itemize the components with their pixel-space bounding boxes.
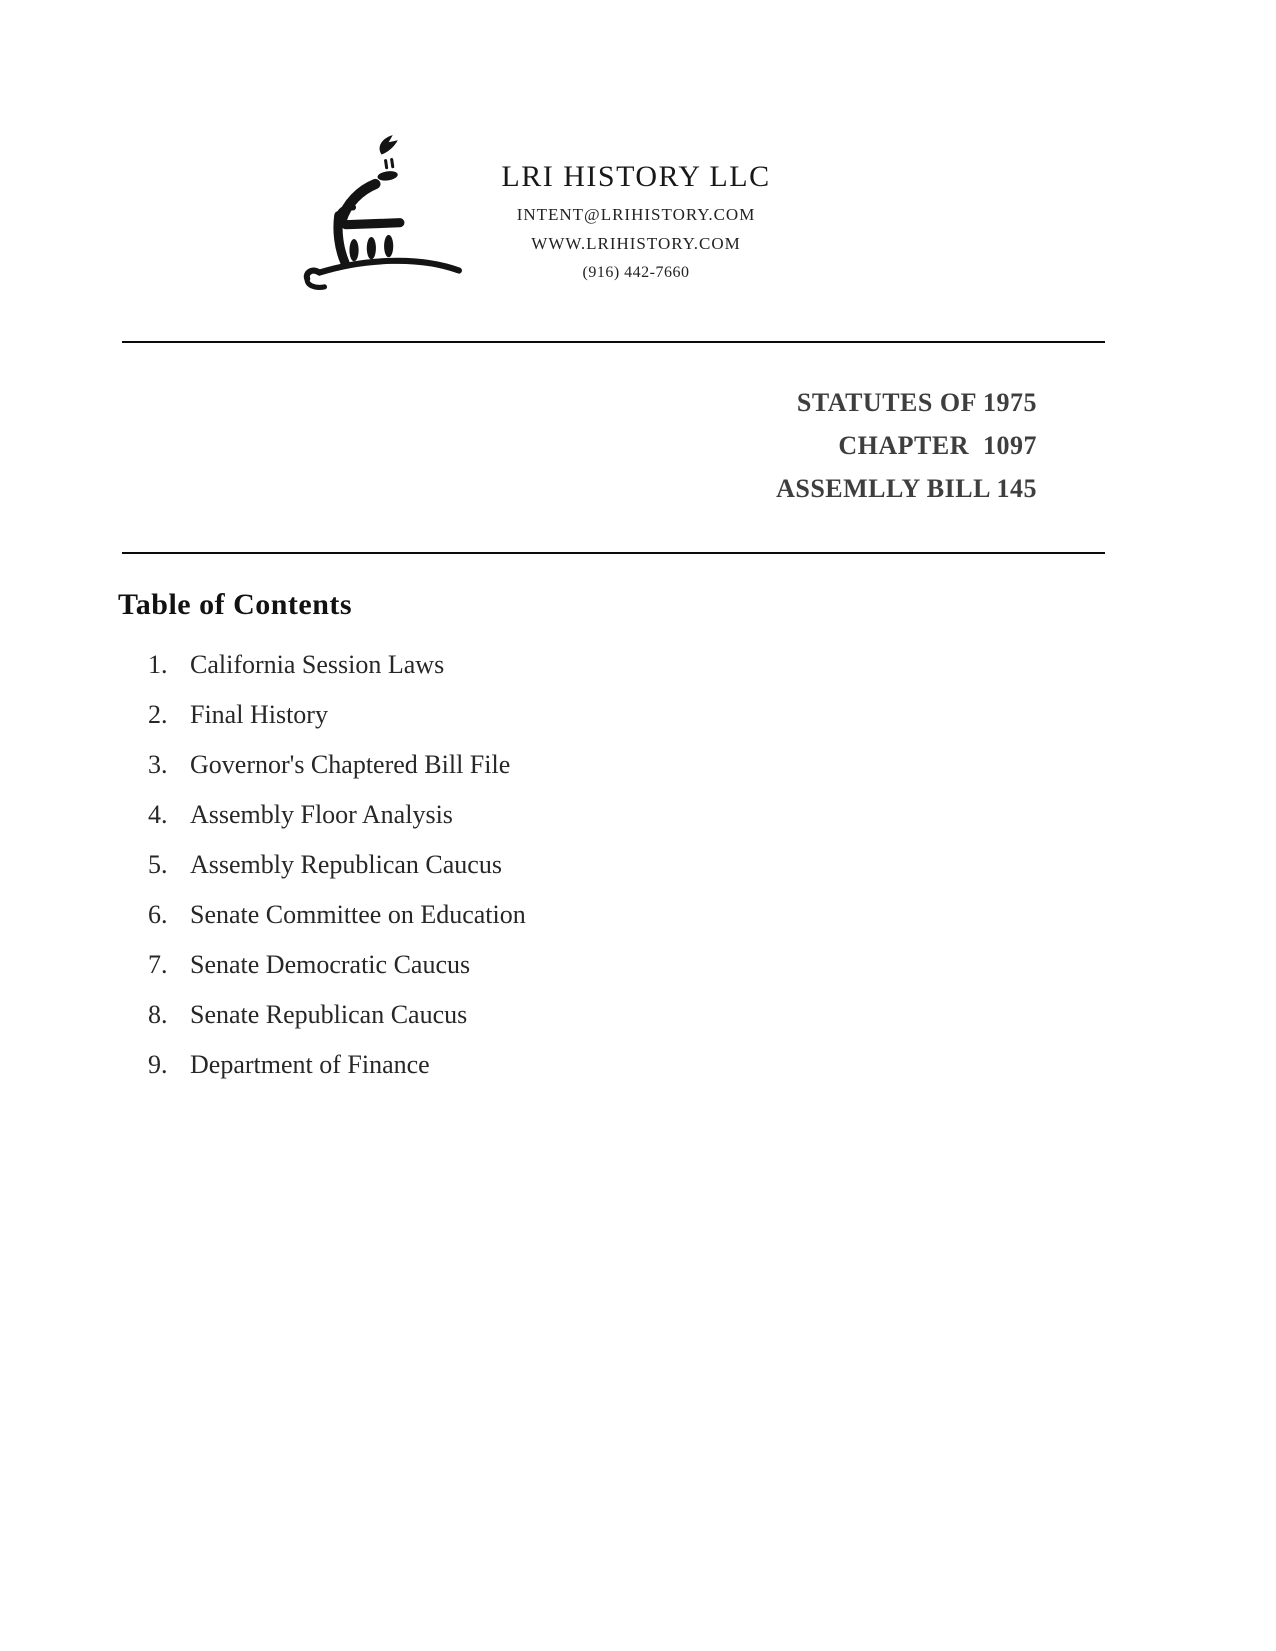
toc-list: [148, 650, 526, 1100]
assembly-bill-line: ASSEMLLY BILL 145: [776, 474, 1037, 503]
toc-item-label: Senate Committee on Education: [190, 900, 526, 929]
capitol-dome-icon: [296, 278, 464, 295]
toc-item-label: Senate Republican Caucus: [190, 1000, 468, 1029]
toc-item-label: Senate Democratic Caucus: [190, 950, 471, 979]
toc-item: [148, 1000, 526, 1050]
company-website: WWW.LRIHISTORY.COM: [531, 234, 741, 253]
statutes-title-block: [776, 381, 1037, 510]
toc-item-number: 3.: [148, 750, 168, 779]
chapter-line: CHAPTER 1097: [838, 431, 1037, 460]
toc-item-label: Assembly Floor Analysis: [190, 800, 453, 829]
toc-item-label: California Session Laws: [190, 650, 445, 679]
toc-item: [148, 750, 526, 800]
toc-item-number: 7.: [148, 950, 168, 979]
toc-item: [148, 950, 526, 1000]
toc-heading: Table of Contents: [118, 588, 353, 621]
toc-item: [148, 900, 526, 950]
company-name: LRI HISTORY LLC: [501, 160, 771, 193]
letterhead: [498, 160, 774, 282]
toc-item-label: Assembly Republican Caucus: [190, 850, 502, 879]
toc-item-number: 8.: [148, 1000, 168, 1029]
toc-item: [148, 650, 526, 700]
toc-item: [148, 700, 526, 750]
horizontal-rule-top: [122, 341, 1105, 343]
toc-item-number: 5.: [148, 850, 168, 879]
toc-item-number: 2.: [148, 700, 168, 729]
toc-item-number: 1.: [148, 650, 168, 679]
toc-item-label: Final History: [190, 700, 328, 729]
company-email: INTENT@LRIHISTORY.COM: [516, 205, 756, 224]
company-phone: (916) 442-7660: [582, 264, 690, 281]
toc-item-label: Governor's Chaptered Bill File: [190, 750, 511, 779]
toc-item-number: 6.: [148, 900, 168, 929]
toc-item: [148, 800, 526, 850]
statutes-line: STATUTES OF 1975: [796, 388, 1037, 417]
toc-item: [148, 1050, 526, 1100]
toc-item-label: Department of Finance: [190, 1050, 430, 1079]
capitol-dome-logo: [296, 133, 464, 291]
toc-item: [148, 850, 526, 900]
toc-item-number: 4.: [148, 800, 168, 829]
horizontal-rule-bottom: [122, 552, 1105, 554]
toc-item-number: 9.: [148, 1050, 168, 1079]
